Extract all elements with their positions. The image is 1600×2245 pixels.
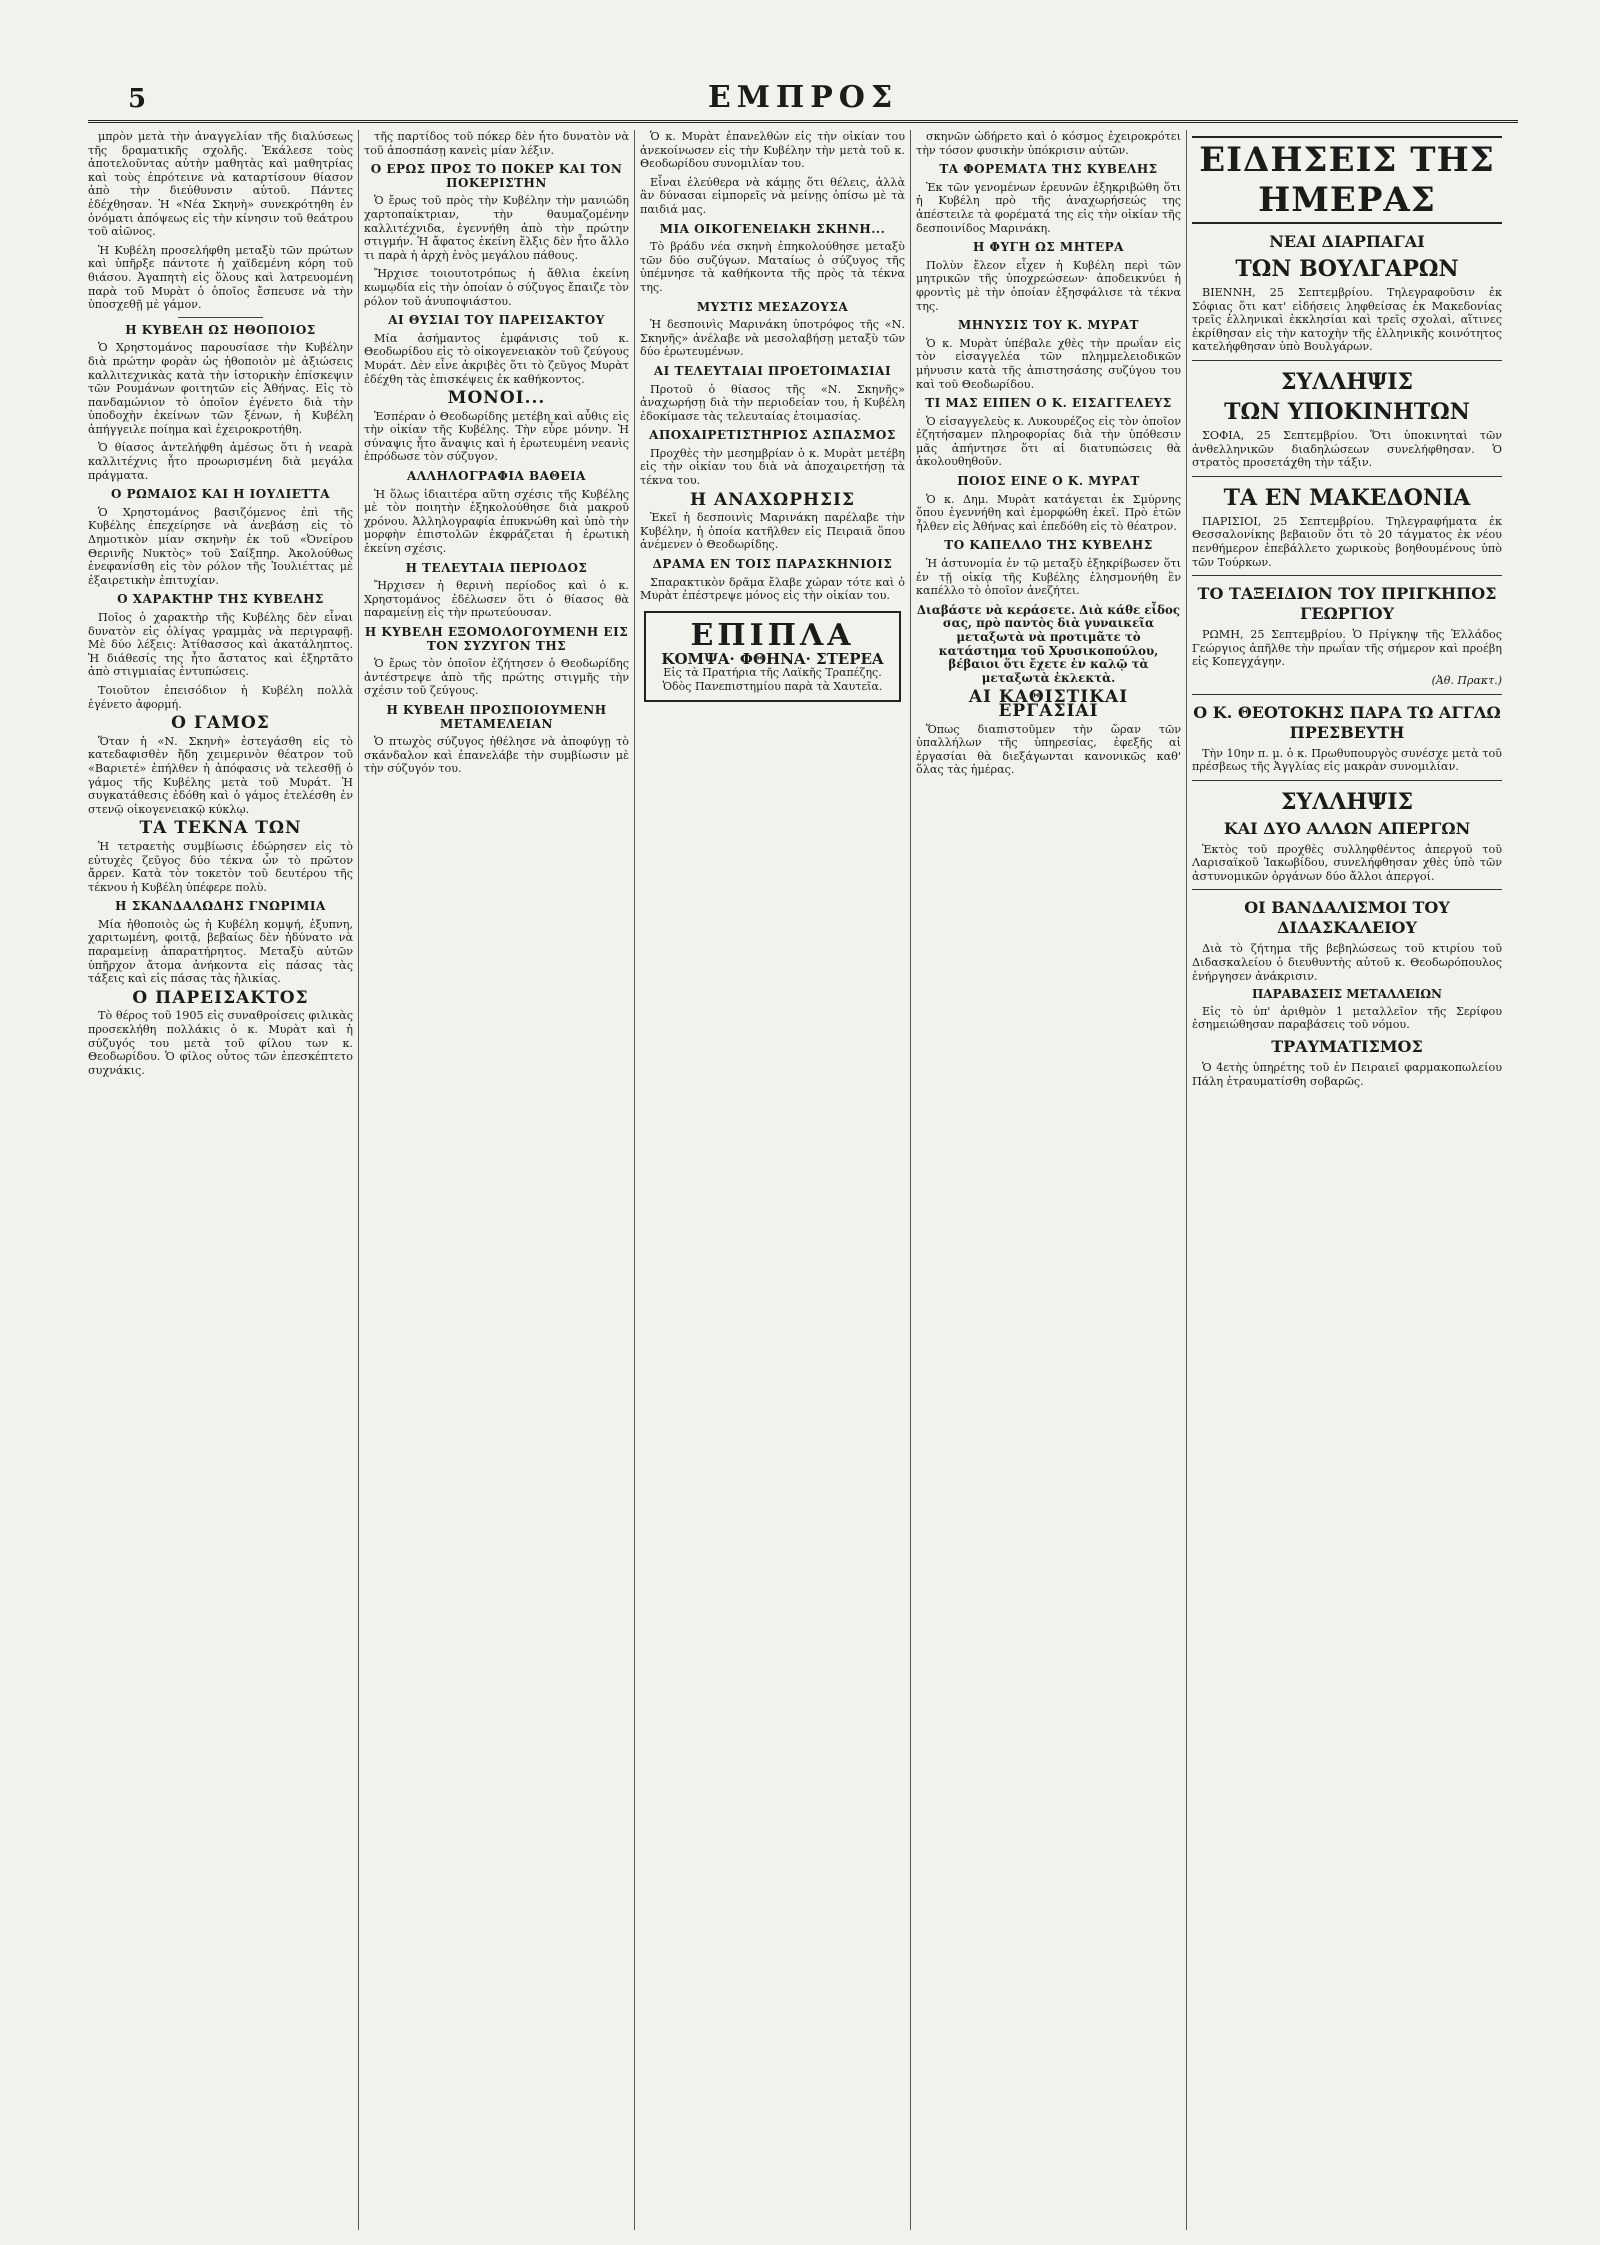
- news-item: [1192, 360, 1502, 425]
- paragraph: Σπαρακτικὸν δρᾶμα ἔλαβε χώραν τότε καὶ ὁ Μυρὰτ ἐπέστρεψε μόνος εἰς τὴν οἰκίαν του.: [640, 575, 905, 603]
- section-heading: ΤΑ ΦΟΡΕΜΑΤΑ ΤΗΣ ΚΥΒΕΛΗΣ: [939, 162, 1158, 177]
- paragraph: ΣΟΦΙΑ, 25 Σεπτεμβρίου. Ὅτι ὑποκινηταὶ τῶν ἀνθελληνικῶν διαδηλώσεων συνελήφθησαν. Ὁ στρατὸς προσετάχθη τὴν τάξιν.: [1192, 428, 1502, 470]
- paragraph: τῆς παρτίδος τοῦ πόκερ δὲν ἦτο δυνατὸν νὰ τοῦ ἀποσπάσῃ κανεὶς μίαν λέξιν.: [364, 130, 629, 157]
- ad-subheadline: ΚΟΜΨΑ· ΦΘΗΝΑ· ΣΤΕΡΕΑ: [661, 649, 884, 668]
- section-heading: ΤΑ ΤΕΚΝΑ ΤΩΝ: [139, 818, 302, 839]
- paragraph: Ἡ Κυβέλη προσελήφθη μεταξὺ τῶν πρώτων καὶ ὑπῆρξε πάντοτε ἡ χαϊδεμένη κόρη τοῦ θιάσου. Ἀγαπητὴ εἰς ὅλους καὶ λατρευομένη παρὰ τοῦ Μυρὰτ ὁ ὁποῖος ἔσπευσε νὰ τὴν ὑποσχεθῇ μὲ γάμον.: [88, 243, 353, 312]
- furniture-advertisement: [644, 611, 901, 702]
- paragraph: Τὸ βράδυ νέα σκηνὴ ἐπηκολούθησε μεταξὺ τῶν δύο συζύγων. Ματαίως ὁ σύζυγος τῆς ὑπέμνησε τὰ καθήκοντα τῆς πρὸς τὰ τέκνα της.: [640, 240, 905, 294]
- paragraph: Ὁ εἰσαγγελεὺς κ. Λυκουρέζος εἰς τὸν ὁποῖον ἐζητήσαμεν πληροφορίας διὰ τὴν ὑπόθεσιν μᾶς ἀπήντησε ὅτι αἱ διατυπώσεις θὰ ἀκολουθηθοῦν.: [916, 414, 1181, 469]
- news-item: [1192, 694, 1502, 743]
- column-3: [640, 130, 905, 2230]
- paragraph: Ἡ ὅλως ἰδιαιτέρα αὕτη σχέσις τῆς Κυβέλης μὲ τὸν ποιητὴν ἐξηκολούθησε διὰ μακροῦ χρόνου. Ἀλληλογραφία ἐπυκνώθη καὶ ὑπὸ τὴν μορφὴν ἐπιστολῶν ἐκφράζεται ἡ ἐρωτικὴ ἐκείνη σχέσις.: [364, 487, 629, 556]
- paragraph: Ἡ ἀστυνομία ἐν τῷ μεταξὺ ἐξηκρίβωσεν ὅτι ἐν τῇ οἰκίᾳ τῆς Κυβέλης ἐλησμονήθη ἓν καπέλλο τὸ ὁποῖον ἀνεζήτει.: [916, 557, 1181, 598]
- paragraph: Πολὺν ἔλεον εἶχεν ἡ Κυβέλη περὶ τῶν μητρικῶν τῆς ὑποχρεώσεων· ἀποδεικνύει ἡ φροντὶς μὲ τὴν ὁποίαν ἐξησφάλισε τὰ τέκνα της.: [916, 258, 1181, 313]
- ad-headline: ΕΠΙΠΛΑ: [690, 617, 855, 653]
- section-heading: ΜΙΑ ΟΙΚΟΓΕΝΕΙΑΚΗ ΣΚΗΝΗ...: [659, 221, 886, 236]
- section-heading: ΤΟ ΚΑΠΕΛΛΟ ΤΗΣ ΚΥΒΕΛΗΣ: [944, 538, 1153, 553]
- paragraph: Ὅπως διαπιστοῦμεν τὴν ὥραν τῶν ὑπαλλήλων τῆς ὑπηρεσίας, ἐφεξῆς αἱ ἐργασίαι θὰ διεξάγωνται κανονικῶς καθ' ὅλας τὰς ἡμέρας.: [916, 722, 1181, 777]
- section-heading: ΜΥΣΤΙΣ ΜΕΣΑΖΟΥΣΑ: [696, 299, 849, 314]
- paragraph: Ὁ ἔρως τοῦ πρὸς τὴν Κυβέλην τὴν μανιώδη χαρτοπαίκτριαν, τὴν θαυμαζομένην καλλιτέχνιδα, ἐγεννήθη ἀπὸ τὴν πρώτην στιγμήν. Ἡ ἄφατος ἐκείνη ἕλξις δὲν ἦτο ἄλλο τι παρὰ ἡ ἀρχὴ ἑνὸς μεγάλου πάθους.: [364, 194, 629, 262]
- paragraph: Ὁ κ. Μυρὰτ ἐπανελθὼν εἰς τὴν οἰκίαν του ἀνεκοίνωσεν εἰς τὴν Κυβέλην τὴν μετὰ τοῦ κ. Θεοδωρίδου συνομιλίαν του.: [640, 130, 905, 171]
- column-4: [916, 130, 1181, 2230]
- section-heading: Η ΚΥΒΕΛΗ ΩΣ ΗΘΟΠΟΙΟΣ: [125, 322, 316, 337]
- news-item: [1192, 889, 1502, 938]
- paragraph: Μία ἀσήμαντος ἐμφάνισις τοῦ κ. Θεοδωρίδου εἰς τὸ οἰκογενειακὸν τοῦ ζεύγους Μυράτ. Δὲν εἶνε ἀκριβὲς ὅτι τὸ ζεῦγος Μυρὰτ ἐδέχθη τὰς ἐπισκέψεις ἐκ καθήκοντος.: [364, 331, 629, 386]
- section-heading: ΟΙ ΒΑΝΔΑΛΙΣΜΟΙ ΤΟΥ ΔΙΔΑΣΚΑΛΕΙΟΥ: [1244, 898, 1450, 938]
- section-heading: ΜΗΝΥΣΙΣ ΤΟΥ Κ. ΜΥΡΑΤ: [958, 318, 1139, 333]
- news-item: [1192, 575, 1502, 624]
- section-heading: ΑΙ ΚΑΘΙΣΤΙΚΑΙ ΕΡΓΑΣΙΑΙ: [968, 687, 1129, 721]
- news-of-the-day-title: ΕΙΔΗΣΕΙΣ ΤΗΣ ΗΜΕΡΑΣ: [1192, 136, 1502, 224]
- section-heading: ΑΠΟΧΑΙΡΕΤΙΣΤΗΡΙΟΣ ΑΣΠΑΣΜΟΣ: [649, 428, 896, 443]
- section-heading: ΣΥΛΛΗΨΙΣ: [1280, 788, 1414, 815]
- column-rule: [1186, 130, 1187, 2230]
- paragraph: Προχθὲς τὴν μεσημβρίαν ὁ κ. Μυρὰτ μετέβη εἰς τὴν οἰκίαν του διὰ νὰ ἀποχαιρετήσῃ τὰ τέκνα του.: [640, 446, 905, 488]
- shop-advertisement: Διαβάστε νὰ κεράσετε. Διὰ κάθε εἶδος σας, πρὸ παντὸς διὰ γυναικεῖα μεταξωτὰ νὰ προτιμᾶτε τὸ κατάστημα τοῦ Χρυσικοπούλου, βέβαιοι ὅτι ἔχετε ἐν καλῷ τὰ μεταξωτὰ ἐκλεκτὰ.: [916, 602, 1181, 685]
- section-heading: ΤΟ ΤΑΞΕΙΔΙΟΝ ΤΟΥ ΠΡΙΓΚΗΠΟΣ ΓΕΩΡΓΙΟΥ: [1197, 584, 1497, 624]
- paragraph: Ἤρχισεν ἡ θερινὴ περίοδος καὶ ὁ κ. Χρηστομάνος ἐδέλωσεν ὅτι ὁ θίασος θὰ παραμείνῃ εἰς τὴν πρωτεύουσαν.: [364, 579, 629, 620]
- paragraph: Ἡ τετραετὴς συμβίωσις ἐδώρησεν εἰς τὸ εὐτυχὲς ζεῦγος δύο τέκνα ὧν τὸ πρῶτον ἄρρεν. Κατὰ τὸν τοκετὸν τοῦ δευτέρου τῆς τέκνου ἡ Κυβέλη ὑπέφερε πολὺ.: [88, 839, 353, 894]
- paragraph: Ἐσπέραν ὁ Θεοδωρίδης μετέβη καὶ αὖθις εἰς τὴν οἰκίαν τῆς Κυβέλης. Τὴν εὗρε μόνην. Ἡ σύναψις ἦτο ἄναψις καὶ ἡ ἐρωτευμένη νεανὶς ἐπρόδωσε τὸν σύζυγον.: [364, 409, 629, 464]
- article-columns: [88, 130, 1518, 2230]
- section-heading: Ο Κ. ΘΕΟΤΟΚΗΣ ΠΑΡΑ ΤΩ ΑΓΓΛΩ ΠΡΕΣΒΕΥΤΗ: [1193, 702, 1501, 742]
- paragraph: Ἡ δεσποινὶς Μαρινάκη ὑποτρόφος τῆς «Ν. Σκηνῆς» ἀνέλαβε νὰ μεσολαβήσῃ μεταξὺ τῶν δύο ἐρωτευμένων.: [640, 318, 905, 359]
- masthead: [88, 78, 1518, 123]
- paragraph: ΠΑΡΙΣΙΟΙ, 25 Σεπτεμβρίου. Τηλεγραφήματα ἐκ Θεσσαλονίκης βεβαιοῦν ὅτι τὸ 20 τάγματος ἐκ νέου πενθήμερον ἐπεβάλλετο χωρικοὺς βοηθουμένους ὑπὸ τῶν Τούρκων.: [1192, 514, 1502, 569]
- column-rule: [634, 130, 635, 2230]
- paragraph: Τὸ θέρος τοῦ 1905 εἰς συναθροίσεις φιλικὰς προσεκλήθη πολλάκις ὁ κ. Μυρὰτ καὶ ἡ σύζυγός του μετὰ τοῦ φίλου των κ. Θεοδωρίδου. Ὁ φίλος οὗτος τῶν ἐπεσκέπτετο συχνάκις.: [88, 1009, 353, 1077]
- section-heading: Η ΦΥΓΗ ΩΣ ΜΗΤΕΡΑ: [973, 240, 1124, 255]
- column-rule: [910, 130, 911, 2230]
- paragraph: Ἐκτὸς τοῦ προχθὲς συλληφθέντος ἀπεργοῦ τοῦ Λαρισαϊκοῦ Ἰακωβίδου, συνελήφθησαν χθὲς ὑπὸ τῶν ἀστυνομικῶν ὀργάνων δύο ἄλλοι ἀπεργοί.: [1192, 842, 1502, 883]
- paragraph: Ἐκ τῶν γενομένων ἐρευνῶν ἐξηκριβώθη ὅτι ἡ Κυβέλη πρὸ τῆς ἀναχωρήσεώς της ἀπέστειλε τὰ φορέματά της εἰς τὴν οἰκίαν τῆς δεσποινίδος Μαρινάκη.: [916, 180, 1181, 235]
- section-heading: ΤΩΝ ΥΠΟΚΙΝΗΤΩΝ: [1224, 398, 1470, 425]
- section-heading: Η ΚΥΒΕΛΗ ΕΞΟΜΟΛΟΓΟΥΜΕΝΗ ΕΙΣ ΤΟΝ ΣΥΖΥΓΟΝ ΤΗΣ: [364, 625, 629, 653]
- section-heading: ΤΑ ΕΝ ΜΑΚΕΔΟΝΙΑ: [1223, 484, 1471, 511]
- paragraph: Εἶναι ἐλεύθερα νὰ κάμῃς ὅτι θέλεις, ἀλλὰ ἂν δύνασαι εἰμπορεῖς νὰ μείνῃς ὁπίσω μὲ τὰ παιδιά μας.: [640, 175, 905, 216]
- section-heading: ΠΑΡΑΒΑΣΕΙΣ ΜΕΤΑΛΛΕΙΩΝ: [1251, 987, 1443, 1002]
- column-1: [88, 130, 353, 2230]
- section-heading: Η ΤΕΛΕΥΤΑΙΑ ΠΕΡΙΟΔΟΣ: [405, 560, 588, 575]
- paragraph: Ὁ Χρηστομάνος βασιζόμενος ἐπὶ τῆς Κυβέλης ἐπεχείρησε νὰ ἀνεβάσῃ εἰς τὸ Δημοτικὸν μίαν σκηνὴν ἐκ τοῦ «Ὀνείρου Θερινῆς Νυκτὸς» τοῦ Σαίξπηρ. Ἀκολούθως ἐνεφανίσθη εἰς τὸν ρόλον τῆς Ἰουλιέττας μὲ ἐξαιρετικὴν ἐπιτυχίαν.: [88, 505, 353, 587]
- paragraph: Μία ἡθοποιὸς ὡς ἡ Κυβέλη κομψή, ἐξυπνη, χαριτωμένη, φοιτᾷ, βεβαίως δὲν ἠδύνατο νὰ παραμείνῃ ἀπαρατήρητος. Μεταξὺ αὐτῶν ὑπῆρχον ἄτομα ἀνήκοντα εἰς πάσας τὰς τάξεις καὶ εἰς πάσας τὰς ἡλικίας.: [88, 917, 353, 986]
- divider: [178, 317, 263, 318]
- paragraph: Τοιοῦτον ἐπεισόδιον ἡ Κυβέλη πολλὰ ἐγένετο ἀφορμή.: [88, 683, 353, 711]
- section-heading: ΑΙ ΤΕΛΕΥΤΑΙΑΙ ΠΡΟΕΤΟΙΜΑΣΙΑΙ: [653, 363, 892, 378]
- paragraph: Προτοῦ ὁ θίασος τῆς «Ν. Σκηνῆς» ἀναχωρήσῃ διὰ τὴν περιοδείαν του, ἡ Κυβέλη ἐδοκίμασε τὰς τελευταίας ἑτοιμασίας.: [640, 382, 905, 423]
- ad-line: Εἰς τὰ Πρατήρια τῆς Λαϊκῆς Τραπέζης.: [663, 666, 882, 680]
- paragraph: Ὁ ἔρως τὸν ὁποῖον ἐζήτησεν ὁ Θεοδωρίδης ἀντέστρεψε ἀπὸ τῆς πρώτης στιγμῆς τὴν σχέσιν τοῦ ζεύγους.: [364, 657, 629, 698]
- section-heading: Ο ΧΑΡΑΚΤΗΡ ΤΗΣ ΚΥΒΕΛΗΣ: [117, 592, 324, 607]
- section-heading: Ο ΓΑΜΟΣ: [171, 713, 270, 734]
- section-heading: Ο ΠΑΡΕΙΣΑΚΤΟΣ: [132, 987, 309, 1008]
- paragraph: Τὴν 10ην π. μ. ὁ κ. Πρωθυπουργὸς συνέσχε μετὰ τοῦ πρέσβεως τῆς Ἀγγλίας εἰς μακρὰν συνομιλίαν.: [1192, 746, 1502, 774]
- paragraph: Ὁ κ. Μυρὰτ ὑπέβαλε χθὲς τὴν πρωΐαν εἰς τὸν εἰσαγγελέα τῶν πλημμελειοδικῶν μήνυσιν κατὰ τῆς ἀπιστησάσης συζύγου του καὶ τοῦ Θεοδωρίδου.: [916, 336, 1181, 391]
- section-heading: Ο ΡΩΜΑΙΟΣ ΚΑΙ Η ΙΟΥΛΙΕΤΤΑ: [110, 487, 331, 502]
- paragraph: Διὰ τὸ ζήτημα τῆς βεβηλώσεως τοῦ κτιρίου τοῦ Διδασκαλείου ὁ διευθυντὴς αὐτοῦ κ. Θεοδωρόπουλος ἐνήργησεν ἀνάκρισιν.: [1192, 942, 1502, 983]
- paragraph: Ὁ κ. Δημ. Μυρὰτ κατάγεται ἐκ Σμύρνης ὅπου ἐγεννήθη καὶ ἐμορφώθη ἐκεῖ. Πρὸ ἐτῶν ἦλθεν εἰς Ἀθήνας καὶ ἐπεδόθη εἰς τὸ θέατρον.: [916, 492, 1181, 533]
- page-number: 5: [128, 84, 147, 114]
- section-heading: ΔΡΑΜΑ ΕΝ ΤΟΙΣ ΠΑΡΑΣΚΗΝΙΟΙΣ: [652, 557, 893, 572]
- paragraph: Εἰς τὸ ὑπ' ἀριθμὸν 1 μεταλλεῖον τῆς Σερίφου ἐσημειώθησαν παραβάσεις τοῦ νόμου.: [1192, 1004, 1502, 1032]
- paragraph: μπρὸν μετὰ τὴν ἀναγγελίαν τῆς διαλύσεως τῆς δραματικῆς σχολῆς. Ἐκάλεσε τοὺς ἀποτελοῦντας αὐτὴν μαθητὰς καὶ μαθητρίας καὶ τοὺς ἐπρότεινε νὰ καταρτίσουν θίασον ἀπὸ τὴν διεύθυνσιν αὐτοῦ. Πάντες ἐδέχθησαν. Ἡ «Νέα Σκηνὴ» συνεκρότηθη ἐν ὀνόματι ἀπόψεως εἰς τὴν κίνησιν τοῦ θεάτρου τοῦ αἰῶνος.: [88, 130, 353, 239]
- column-rule: [358, 130, 359, 2230]
- paragraph: ΒΙΕΝΝΗ, 25 Σεπτεμβρίου. Τηλεγραφοῦσιν ἐκ Σόφιας ὅτι κατ' εἰδήσεις ληφθείσας ἐκ Μακεδονίας τρεῖς ἑλληνικαὶ ἐκκλησίαι καὶ τρεῖς σχολαὶ, αἵτινες ἐκρίθησαν εἰς τὴν κατοχὴν τῆς ἑλληνικῆς κοινότητος κατελήφθησαν ὑπὸ Βουλγάρων.: [1192, 286, 1502, 354]
- section-heading: ΑΛΛΗΛΟΓΡΑΦΙΑ ΒΑΘΕΙΑ: [407, 469, 586, 484]
- paragraph: Ἤρχισε τοιουτοτρόπως ἡ ἄθλια ἐκείνη κωμῳδία εἰς τὴν ὁποίαν ὁ σύζυγος ἔπαιζε τὸν ρόλον τοῦ ἀνυποψιάστου.: [364, 267, 629, 308]
- paragraph: Ὁ Χρηστομάνος παρουσίασε τὴν Κυβέλην διὰ πρώτην φορὰν ὡς ἡθοποιὸν μὲ ἀξιώσεις καλλιτεχνικὰς κατὰ τὴν ἱστορικὴν ἐπίσκεψιν τῶν Ρουμάνων φοιτητῶν εἰς Ἀθήνας. Εἰς τὸ πανδαμώνιον τὸ ὁποῖον ἐγένετο διὰ τὴν ὑποδοχὴν ἐκείνων τῶν ξένων, ἡ Κυβέλη ἀπήγγειλε ποίημα καὶ ἐχειροκροτήθη.: [88, 341, 353, 436]
- paragraph: Ἐκεῖ ἡ δεσποινὶς Μαρινάκη παρέλαβε τὴν Κυβέλην, ἡ ὁποία κατῆλθεν εἰς Πειραιᾶ ὅπου ἀνέμενεν ὁ Θεοδωρίδης.: [640, 511, 905, 552]
- section-heading: Ο ΕΡΩΣ ΠΡΟΣ ΤΟ ΠΟΚΕΡ ΚΑΙ ΤΟΝ ΠΟΚΕΡΙΣΤΗΝ: [370, 162, 623, 190]
- section-heading: ΤΡΑΥΜΑΤΙΣΜΟΣ: [1271, 1037, 1423, 1057]
- paragraph: Ὁ 4ετὴς ὑπηρέτης τοῦ ἐν Πειραιεῖ φαρμακοπωλείου Πάλη ἐτραυματίσθη σοβαρῶς.: [1192, 1061, 1502, 1088]
- section-heading: ΝΕΑΙ ΔΙΑΡΠΑΓΑΙ: [1269, 232, 1425, 251]
- section-heading: Η ΣΚΑΝΔΑΛΩΔΗΣ ΓΝΩΡΙΜΙΑ: [115, 899, 326, 914]
- section-heading: ΚΑΙ ΔΥΟ ΑΛΛΩΝ ΑΠΕΡΓΩΝ: [1223, 818, 1471, 838]
- column-2: [364, 130, 629, 2230]
- section-heading: ΑΙ ΘΥΣΙΑΙ ΤΟΥ ΠΑΡΕΙΣΑΚΤΟΥ: [388, 313, 605, 328]
- section-heading: ΣΥΛΛΗΨΙΣ: [1280, 368, 1414, 395]
- source-credit: (Ἀθ. Πρακτ.): [1431, 673, 1502, 687]
- column-5: [1192, 130, 1502, 2230]
- paragraph: Ὅταν ἡ «Ν. Σκηνὴ» ἐστεγάσθη εἰς τὸ κατεδαφισθὲν ἤδη χειμερινὸν θέατρον τοῦ «Βαριετέ» ἐπήλθεν ἡ ἀπόφασις νὰ τελεσθῇ ὁ γάμος τῆς Κυβέλης μετὰ τοῦ Μυράτ. Ἡ συγκατάθεσις ἐδόθη καὶ ὁ γάμος ἐτελέσθη ἐν στενῷ οἰκογενειακῷ κύκλῳ.: [88, 734, 353, 816]
- paragraph: σκηνῶν ὠδήρετο καὶ ὁ κόσμος ἐχειροκρότει τὴν τόσον φυσικὴν ὑπόκρισιν αὐτῶν.: [916, 130, 1181, 157]
- newspaper-page: [88, 78, 1518, 2238]
- section-heading: Η ΑΝΑΧΩΡΗΣΙΣ: [689, 489, 856, 510]
- paragraph: Ὁ πτωχὸς σύζυγος ἠθέλησε νὰ ἀποφύγῃ τὸ σκάνδαλον καὶ ἐπανελάβε τὴν συμβίωσιν μὲ τὴν σύζυγόν του.: [364, 735, 629, 776]
- ad-line: Ὁδὸς Πανεπιστημίου παρὰ τὰ Χαυτεῖα.: [662, 680, 883, 693]
- section-heading: ΜΟΝΟΙ...: [447, 388, 546, 409]
- section-heading: Η ΚΥΒΕΛΗ ΠΡΟΣΠΟΙΟΥΜΕΝΗ ΜΕΤΑΜΕΛΕΙΑΝ: [386, 702, 607, 731]
- news-item: [1192, 780, 1502, 839]
- paper-name: ΕΜΠΡΟΣ: [707, 80, 899, 115]
- paragraph: Ποῖος ὁ χαρακτὴρ τῆς Κυβέλης δὲν εἶναι δυνατὸν εἰς ὀλίγας γραμμὰς νὰ περιγραφῇ. Μὲ δύο λέξεις: Ἀτίθασσος καὶ ἀκατάληπτος. Ἡ διάθεσίς της ἦτο ἄστατος καὶ ἐξηρτᾶτο ἀπὸ στιγμιαίας ἐντυπώσεις.: [88, 611, 353, 679]
- paragraph: Ὁ θίασος ἀντελήφθη ἀμέσως ὅτι ἡ νεαρὰ καλλιτέχνις ἦτο προωρισμένη διὰ μεγάλα πράγματα.: [88, 441, 353, 482]
- section-heading: ΤΩΝ ΒΟΥΛΓΑΡΩΝ: [1235, 256, 1459, 282]
- section-heading: ΠΟΙΟΣ ΕΙΝΕ Ο Κ. ΜΥΡΑΤ: [957, 474, 1140, 489]
- section-heading: ΤΙ ΜΑΣ ΕΙΠΕΝ Ο Κ. ΕΙΣΑΓΓΕΛΕΥΣ: [925, 396, 1172, 411]
- paragraph: ΡΩΜΗ, 25 Σεπτεμβρίου. Ὁ Πρίγκηψ τῆς Ἑλλάδος Γεώργιος ἀπῆλθε τὴν πρωΐαν τῆς σήμερον καὶ προέβη εἰς Κοπεγχάγην.: [1192, 628, 1502, 669]
- news-item: [1192, 476, 1502, 511]
